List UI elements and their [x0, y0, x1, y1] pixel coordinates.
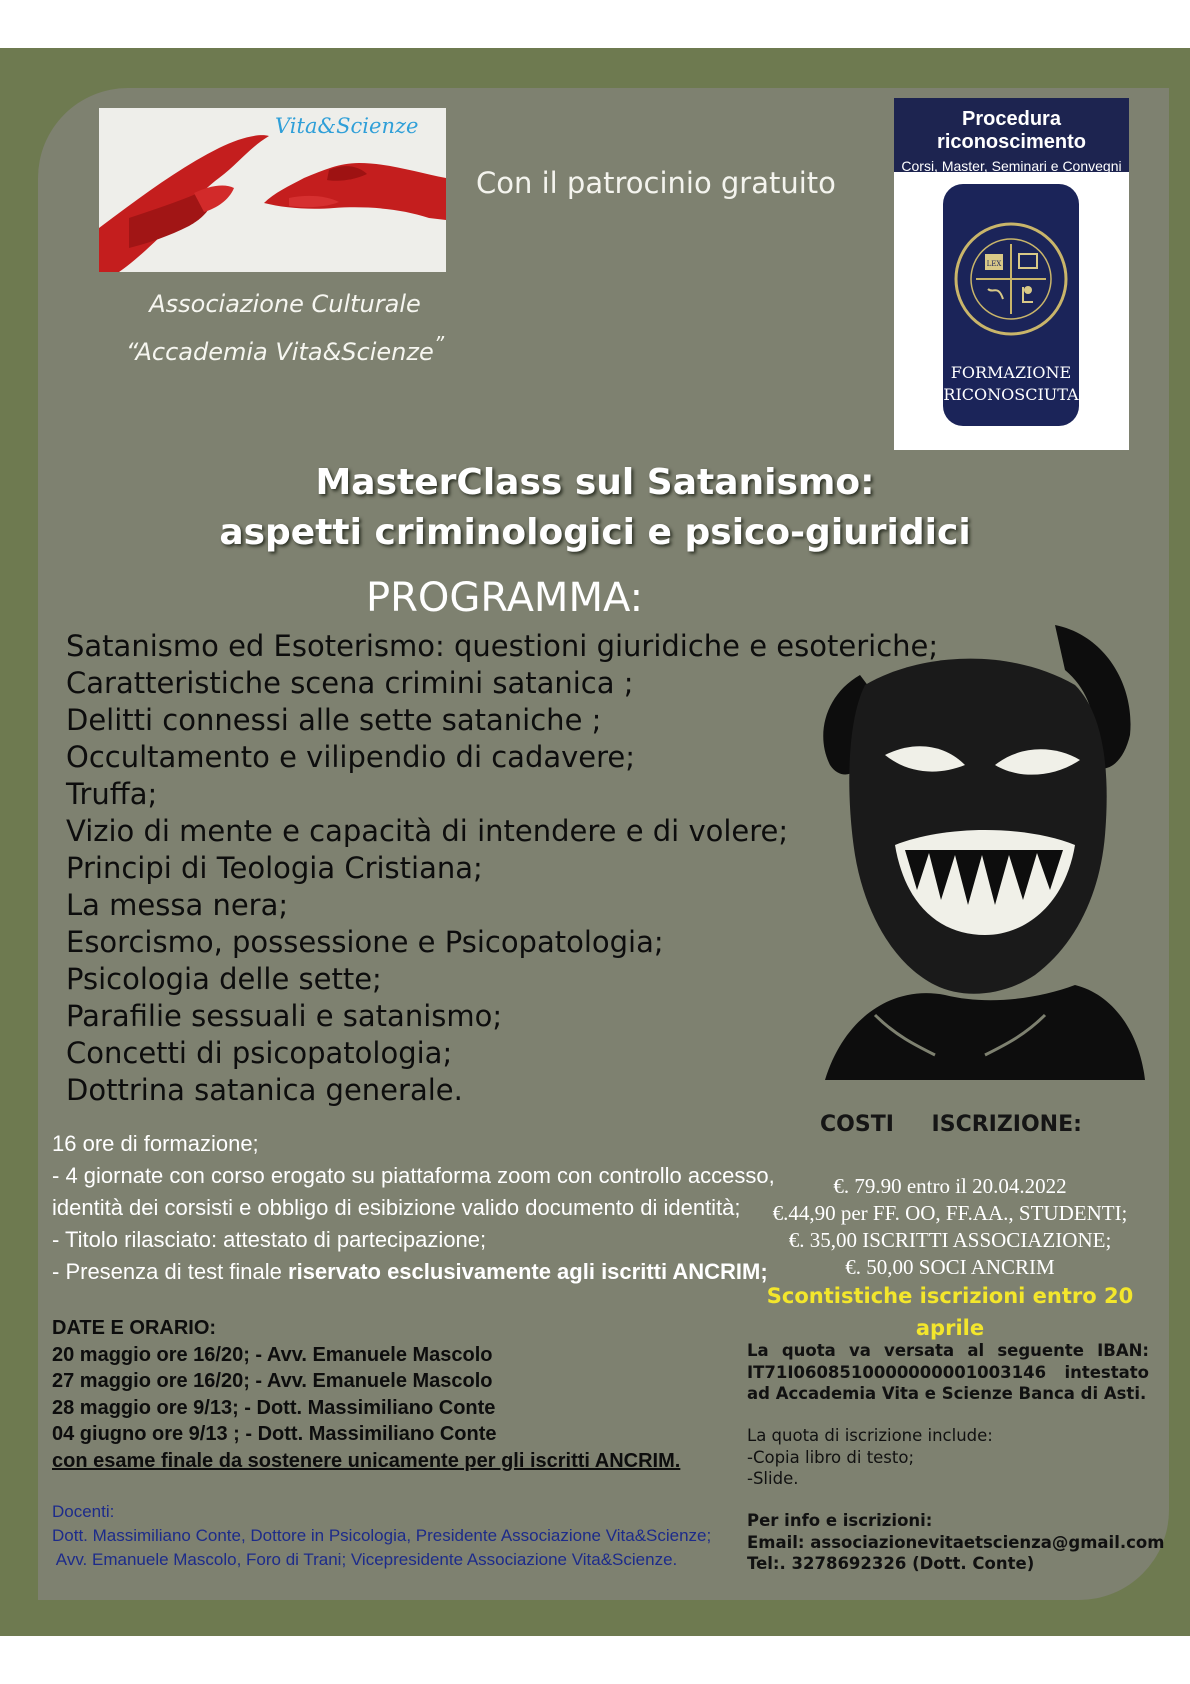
date-row: 27 maggio ore 16/20; - Avv. Emanuele Mascolo [52, 1370, 493, 1392]
assoc-line-1: Associazione Culturale [149, 290, 421, 318]
info-line-1: 16 ore di formazione; [52, 1131, 259, 1156]
course-info [52, 1128, 775, 1288]
recognition-badge [894, 98, 1129, 450]
programma-item: Principi di Teologia Cristiana; [66, 851, 483, 885]
programma-heading: PROGRAMMA: [366, 575, 644, 621]
programma-item: Dottrina satanica generale. [66, 1073, 463, 1107]
seal-lex-text: LEX [986, 260, 1002, 268]
programma-item: Occultamento e vilipendio di cadavere; [66, 740, 636, 774]
info-line-5 [52, 1256, 775, 1288]
criminology-seal-icon [943, 184, 1079, 354]
discount-line-2: aprile [915, 1316, 985, 1340]
price-row: €. 35,00 ISCRITTI ASSOCIAZIONE; [788, 1228, 1112, 1252]
vita-scienze-logo [99, 108, 446, 272]
programma-item: Delitti connessi alle sette sataniche ; [66, 703, 602, 737]
dates-section [52, 1315, 680, 1474]
price-row: €. 50,00 SOCI ANCRIM [845, 1255, 1055, 1279]
badge-subtitle: Corsi, Master, Seminari e Convegni [901, 158, 1122, 174]
logo-text: Vita&Scienze [275, 114, 419, 138]
patrocinio-text: Con il patrocinio gratuito [476, 166, 836, 200]
programma-item: Caratteristiche scena crimini satanica ; [66, 666, 634, 700]
costi-heading: COSTI ISCRIZIONE: [820, 1112, 1082, 1137]
discount-note [760, 1280, 1140, 1344]
assoc-quote: ” [433, 332, 445, 356]
price-row: €. 79.90 entro il 20.04.2022 [833, 1174, 1067, 1198]
badge-header [894, 98, 1129, 172]
programma-item: La messa nera; [66, 888, 289, 922]
programma-item: Parafilie sessuali e satanismo; [66, 999, 503, 1033]
programma-item: Vizio di mente e capacità di intendere e di volere; [66, 814, 789, 848]
assoc-name: “Accademia Vita&Scienze [125, 338, 434, 366]
include-item: -Slide. [747, 1469, 799, 1488]
dates-heading: DATE E ORARIO: [52, 1317, 217, 1339]
programma-item: Esorcismo, possessione e Psicopatologia; [66, 925, 664, 959]
include-section [747, 1425, 993, 1490]
docente-line: Dott. Massimiliano Conte, Dottore in Psicologia, Presidente Associazione Vita&Scienze; [52, 1526, 712, 1545]
title-line-1: MasterClass sul Satanismo: [315, 462, 875, 503]
programma-item: Psicologia delle sette; [66, 962, 382, 996]
info-line-3: identità dei corsisti e obbligo di esibizione valido documento di identità; [52, 1195, 741, 1220]
prices-list [740, 1173, 1160, 1281]
devil-illustration [805, 615, 1145, 1080]
programma-item: Concetti di psicopatologia; [66, 1036, 453, 1070]
exam-note: con esame finale da sostenere unicamente per gli iscritti ANCRIM. [52, 1449, 681, 1472]
badge-footer [943, 362, 1079, 406]
price-row: €.44,90 per FF. OO, FF.AA., STUDENTI; [772, 1201, 1128, 1225]
docenti-heading: Docenti: [52, 1502, 115, 1521]
info-line-5-text: - Presenza di test finale [52, 1259, 289, 1284]
programma-item: Satanismo ed Esoterismo: questioni giuridiche e esoteriche; [66, 629, 939, 663]
date-row: 28 maggio ore 9/13; - Dott. Massimiliano Conte [52, 1396, 496, 1419]
contacts-section [747, 1510, 1164, 1575]
contact-email[interactable]: Email: associazionevitaetscienza@gmail.com [747, 1532, 1165, 1552]
programma-item: Truffa; [66, 777, 158, 811]
badge-footer-line-1: FORMAZIONE [950, 363, 1072, 382]
date-row: 20 maggio ore 16/20; - Avv. Emanuele Mascolo [52, 1343, 493, 1366]
contacts-heading: Per info e iscrizioni: [747, 1511, 933, 1530]
include-heading: La quota di iscrizione include: [747, 1426, 993, 1445]
iban-text: La quota va versata al seguente IBAN: IT71I0608510000000001003146 intestato ad Accademia Vita e Scienze Banca di Asti. [747, 1341, 1149, 1403]
include-item: -Copia libro di testo; [747, 1447, 915, 1467]
info-line-2: - 4 giornate con corso erogato su piattaforma zoom con controllo accesso, [52, 1163, 775, 1188]
badge-card [943, 184, 1079, 426]
discount-line-1: Scontistiche iscrizioni entro 20 [766, 1284, 1134, 1308]
title-line-2: aspetti criminologici e psico-giuridici [219, 512, 971, 553]
docenti-section [52, 1500, 711, 1572]
contact-tel[interactable]: Tel:. 3278692326 (Dott. Conte) [747, 1554, 1035, 1573]
assoc-line-2 [120, 332, 450, 366]
info-line-4: - Titolo rilasciato: attestato di partecipazione; [52, 1227, 487, 1252]
date-row: 04 giugno ore 9/13 ; - Dott. Massimiliano Conte [52, 1423, 497, 1445]
docente-line: Avv. Emanuele Mascolo, Foro di Trani; Vicepresidente Associazione Vita&Scienze. [52, 1550, 678, 1569]
badge-title: Procedura riconoscimento [937, 108, 1086, 153]
badge-footer-line-2: RICONOSCIUTA [943, 385, 1079, 404]
info-line-5-bold: riservato esclusivamente agli iscritti ANCRIM; [288, 1259, 768, 1284]
